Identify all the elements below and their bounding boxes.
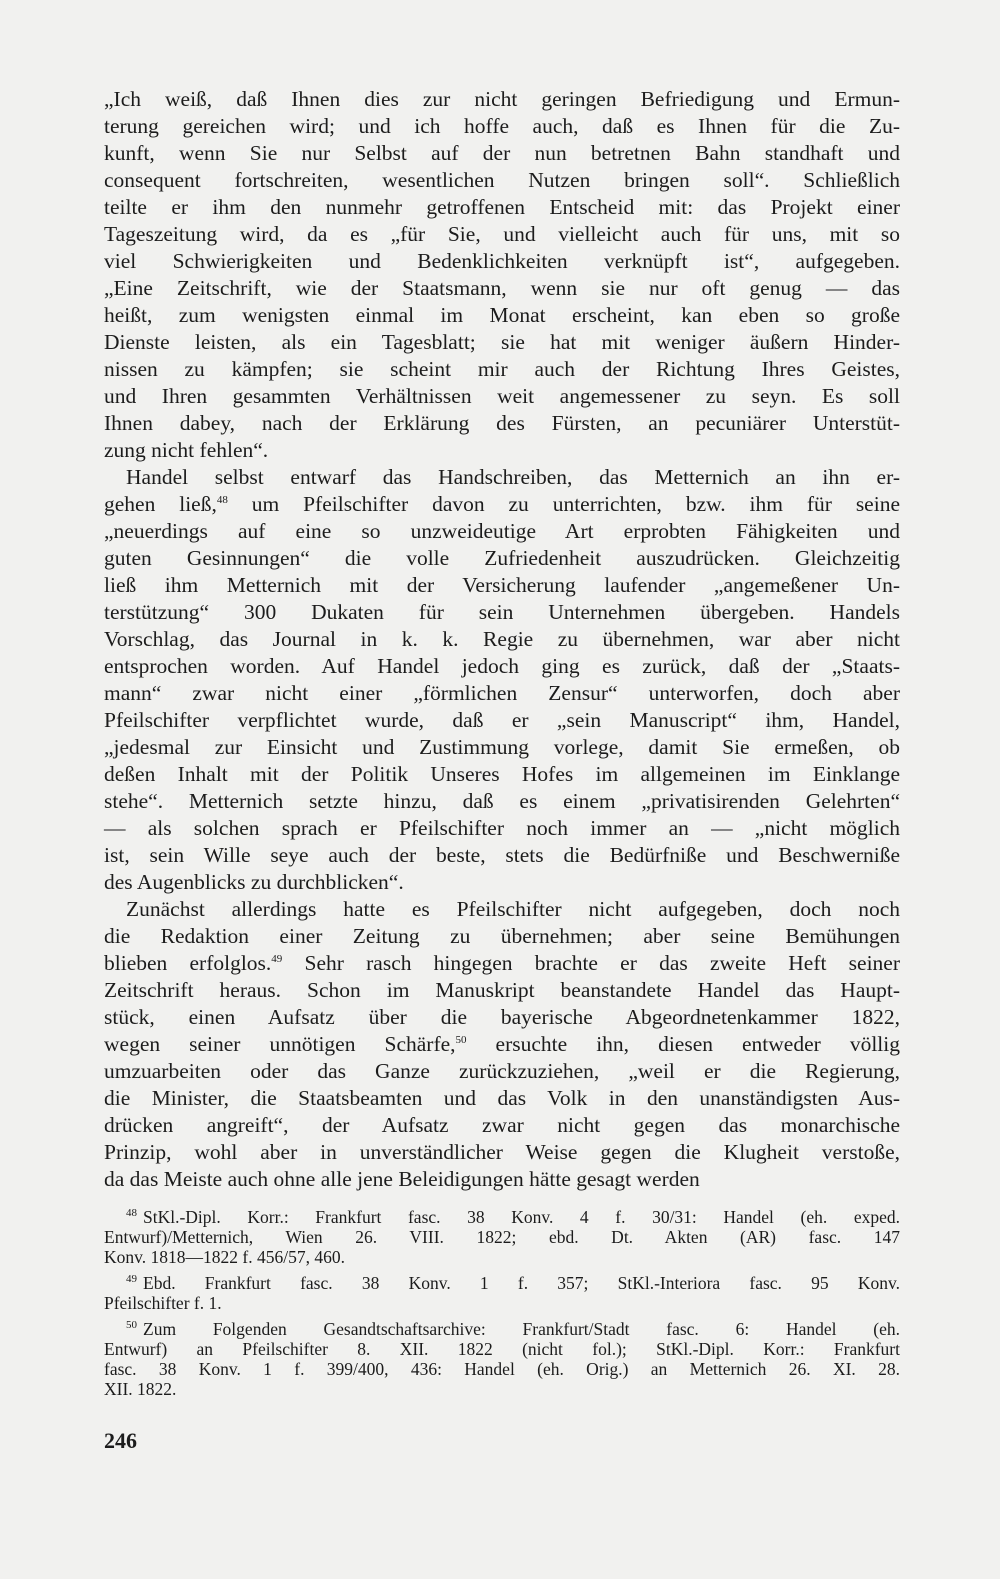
text-line: ließ ihm Metternich mit der Versicherung laufender „angemeßener Un-	[104, 573, 900, 597]
text-line: ist, sein Wille seye auch der beste, stets die Bedürfniße und Beschwerniße	[104, 843, 900, 867]
text-line: „jedesmal zur Einsicht und Zustimmung vorlege, damit Sie ermeßen, ob	[104, 735, 900, 759]
footnote-text: Entwurf)/Metternich, Wien 26. VIII. 1822; ebd. Dt. Akten (AR) fasc. 147	[104, 1227, 900, 1247]
text-line: entsprochen worden. Auf Handel jedoch ging es zurück, daß der „Staats-	[104, 654, 900, 678]
text-line: stehe“. Metternich setzte hinzu, daß es einem „privatisirenden Gelehrten“	[104, 789, 900, 813]
text-fragment: wegen seiner unnötigen Schärfe,	[104, 1032, 456, 1056]
footnote-reference: 48	[216, 494, 228, 506]
text-fragment: blieben erfolglos.	[104, 951, 272, 975]
paragraph-1	[104, 86, 900, 464]
text-line: — als solchen sprach er Pfeilschifter noch immer an — „nicht möglich	[104, 816, 900, 840]
text-line: des Augenblicks zu durchblicken“.	[104, 870, 404, 894]
footnote-text: Zum Folgenden Gesandtschaftsarchive: Frankfurt/Stadt fasc. 6: Handel (eh.	[143, 1319, 900, 1339]
footnote-text: Pfeilschifter f. 1.	[104, 1293, 222, 1313]
footnote-number: 48	[126, 1207, 137, 1219]
text-line: Dienste leisten, als ein Tagesblatt; sie hat mit weniger äußern Hinder-	[104, 330, 900, 354]
text-line: Vorschlag, das Journal in k. k. Regie zu übernehmen, war aber nicht	[104, 627, 900, 651]
text-line: „neuerdings auf eine so unzweideutige Art erprobten Fähigkeiten und	[104, 519, 900, 543]
text-line: drücken angreift“, der Aufsatz zwar nicht gegen das monarchische	[104, 1113, 900, 1137]
page-number: 246	[104, 1428, 137, 1453]
text-line: Tageszeitung wird, da es „für Sie, und vielleicht auch für uns, mit so	[104, 222, 900, 246]
text-line: Ihnen dabey, nach der Erklärung des Fürsten, an pecuniärer Unterstüt-	[104, 411, 900, 435]
footnote	[104, 1273, 900, 1313]
footnote-line	[104, 1379, 900, 1399]
footnote-text: Ebd. Frankfurt fasc. 38 Konv. 1 f. 357; StKl.-Interiora fasc. 95 Konv.	[143, 1273, 900, 1293]
footnote-reference: 49	[271, 953, 283, 965]
footnote	[104, 1319, 900, 1399]
text-line: guten Gesinnungen“ die volle Zufriedenheit auszudrücken. Gleichzeitig	[104, 546, 900, 570]
footnote-line	[104, 1359, 900, 1379]
text-line: „Ich weiß, daß Ihnen dies zur nicht geringen Befriedigung und Ermun-	[104, 87, 900, 111]
footnote-text: StKl.-Dipl. Korr.: Frankfurt fasc. 38 Konv. 4 f. 30/31: Handel (eh. exped.	[143, 1207, 900, 1227]
footnote-line	[104, 1247, 900, 1267]
text-fragment: Sehr rasch hingegen brachte er das zweite Heft seiner	[282, 951, 900, 975]
text-line: Zeitschrift heraus. Schon im Manuskript beanstandete Handel das Haupt-	[104, 978, 900, 1002]
footnote-reference: 50	[455, 1034, 467, 1046]
text-line: terstützung“ 300 Dukaten für sein Unternehmen übergeben. Handels	[104, 600, 900, 624]
footnote-text: Entwurf) an Pfeilschifter 8. XII. 1822 (nicht fol.); StKl.-Dipl. Korr.: Frankfurt	[104, 1339, 900, 1359]
text-line: viel Schwierigkeiten und Bedenklichkeiten verknüpft ist“, aufgegeben.	[104, 249, 900, 273]
footnote	[104, 1207, 900, 1267]
text-line: die Redaktion einer Zeitung zu übernehmen; aber seine Bemühungen	[104, 924, 900, 948]
text-line: Pfeilschifter verpflichtet wurde, daß er „sein Manuscript“ ihm, Handel,	[104, 708, 900, 732]
footnote-line	[104, 1339, 900, 1359]
text-line: die Minister, die Staatsbeamten und das Volk in den unanständigsten Aus-	[104, 1086, 900, 1110]
text-line: Zunächst allerdings hatte es Pfeilschifter nicht aufgegeben, doch noch	[126, 897, 900, 921]
footnote-text: fasc. 38 Konv. 1 f. 399/400, 436: Handel (eh. Orig.) an Metternich 26. XI. 28.	[104, 1359, 900, 1379]
footnote-line	[104, 1207, 900, 1227]
footnote-line	[104, 1293, 900, 1313]
footnote-number: 49	[126, 1273, 137, 1285]
text-fragment: um Pfeilschifter davon zu unterrichten, bzw. ihm für seine	[227, 492, 900, 516]
text-line: „Eine Zeitschrift, wie der Staatsmann, wenn sie nur oft genug — das	[104, 276, 900, 300]
footnotes	[104, 1207, 900, 1405]
footnote-line	[104, 1319, 900, 1339]
text-line	[104, 491, 900, 518]
text-line: stück, einen Aufsatz über die bayerische Abgeordnetenkammer 1822,	[104, 1005, 900, 1029]
text-line: und Ihren gesammten Verhältnissen weit angemessener zu seyn. Es soll	[104, 384, 900, 408]
text-fragment: gehen ließ,	[104, 492, 217, 516]
text-line: teilte er ihm den nunmehr getroffenen Entscheid mit: das Projekt einer	[104, 195, 900, 219]
text-line: nissen zu kämpfen; sie scheint mir auch der Richtung Ihres Geistes,	[104, 357, 900, 381]
text-line: mann“ zwar nicht einer „förmlichen Zensur“ unterworfen, doch aber	[104, 681, 900, 705]
text-line: heißt, zum wenigsten einmal im Monat erscheint, kan eben so große	[104, 303, 900, 327]
text-line: zung nicht fehlen“.	[104, 438, 269, 462]
text-fragment: ersuchte ihn, diesen entweder völlig	[466, 1032, 900, 1056]
text-line: consequent fortschreiten, wesentlichen Nutzen bringen soll“. Schließlich	[104, 168, 900, 192]
text-line: kunft, wenn Sie nur Selbst auf der nun betretnen Bahn standhaft und	[104, 141, 900, 165]
footnote-text: XII. 1822.	[104, 1379, 177, 1399]
text-line: umzuarbeiten oder das Ganze zurückzuziehen, „weil er die Regierung,	[104, 1059, 900, 1083]
text-line	[104, 950, 900, 977]
footnote-line	[104, 1227, 900, 1247]
text-line: Prinzip, wohl aber in unverständlicher Weise gegen die Klugheit verstoße,	[104, 1140, 900, 1164]
footnote-text: Konv. 1818—1822 f. 456/57, 460.	[104, 1247, 345, 1267]
page-body	[104, 86, 900, 1193]
footnote-line	[104, 1273, 900, 1293]
text-line: deßen Inhalt mit der Politik Unseres Hofes im allgemeinen im Einklange	[104, 762, 900, 786]
text-line: da das Meiste auch ohne alle jene Beleidigungen hätte gesagt werden	[104, 1167, 700, 1191]
paragraph-3	[104, 896, 900, 1193]
text-line: terung gereichen wird; und ich hoffe auch, daß es Ihnen für die Zu-	[104, 114, 900, 138]
text-line: Handel selbst entwarf das Handschreiben, das Metternich an ihn er-	[126, 465, 900, 489]
text-line	[104, 1031, 900, 1058]
footnote-number: 50	[126, 1319, 137, 1331]
paragraph-2	[104, 464, 900, 896]
